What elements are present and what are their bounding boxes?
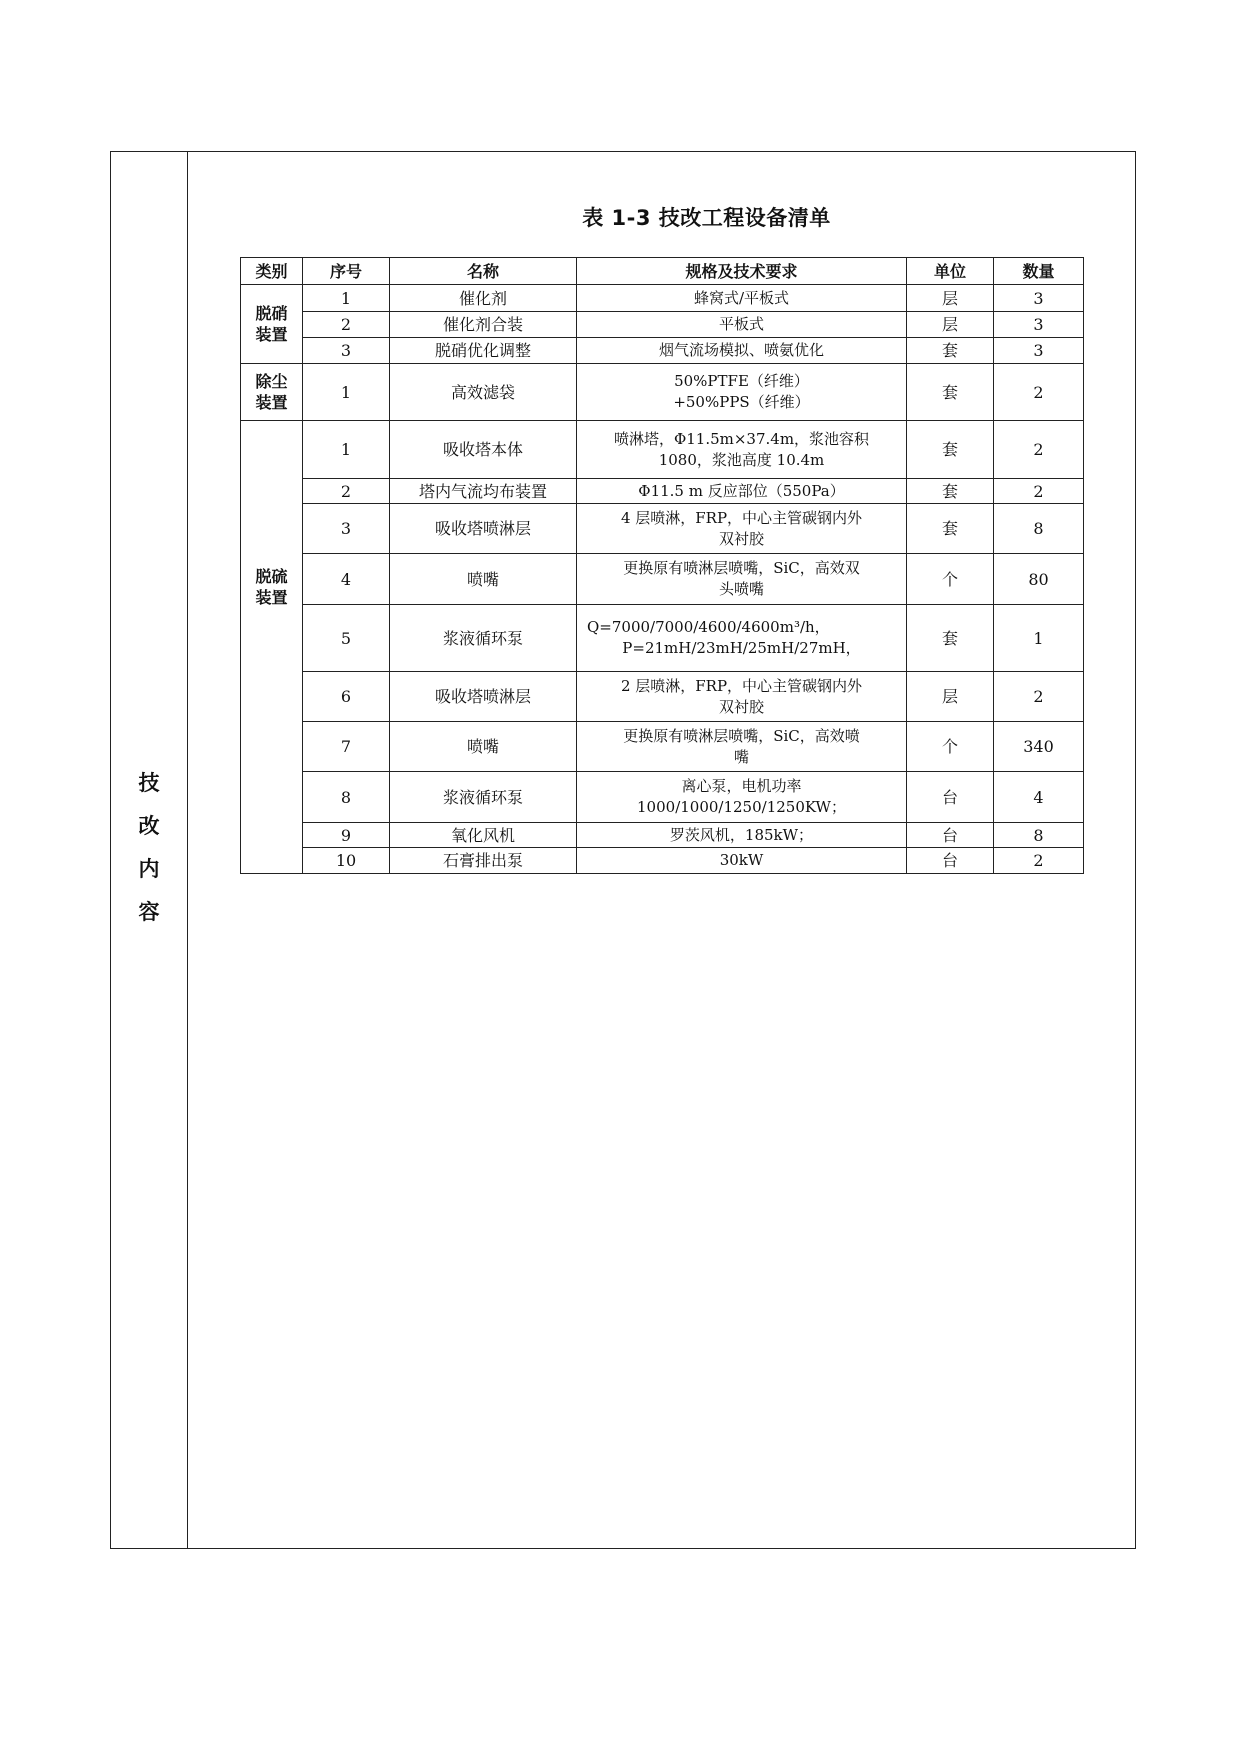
table-row xyxy=(241,285,1084,312)
header-qty: 数量 xyxy=(994,258,1084,285)
qty-cell: 4 xyxy=(994,772,1084,823)
side-column xyxy=(111,152,188,1548)
spec-cell xyxy=(577,722,907,772)
spec-line: 喷淋塔，Φ11.5m×37.4m，浆池容积 xyxy=(613,429,870,448)
seq-cell: 1 xyxy=(303,421,390,479)
spec-line: +50%PPS（纤维） xyxy=(673,393,810,411)
unit-cell: 台 xyxy=(907,848,994,874)
spec-line: 双衬胶 xyxy=(718,697,764,716)
seq-cell: 5 xyxy=(303,605,390,672)
seq-cell: 10 xyxy=(303,848,390,874)
spec-cell xyxy=(577,479,907,504)
qty-cell: 2 xyxy=(994,479,1084,504)
spec-line: 双衬胶 xyxy=(718,529,764,548)
seq-cell: 4 xyxy=(303,554,390,605)
side-label-char: 改 xyxy=(138,814,160,838)
seq-cell: 1 xyxy=(303,364,390,421)
category-line: 脱硫 xyxy=(255,567,288,586)
name-cell: 喷嘴 xyxy=(390,554,577,605)
side-label xyxy=(111,762,187,934)
side-label-char: 容 xyxy=(138,900,160,924)
spec-line: 4 层喷淋，FRP，中心主管碳钢内外 xyxy=(620,508,863,527)
seq-cell: 9 xyxy=(303,823,390,848)
qty-cell: 2 xyxy=(994,848,1084,874)
spec-line: 蜂窝式/平板式 xyxy=(693,288,790,307)
name-cell: 吸收塔喷淋层 xyxy=(390,504,577,554)
spec-line: 烟气流场模拟、喷氨优化 xyxy=(658,341,824,359)
seq-cell: 8 xyxy=(303,772,390,823)
unit-cell: 台 xyxy=(907,823,994,848)
table-row xyxy=(241,772,1084,823)
seq-cell: 2 xyxy=(303,479,390,504)
seq-cell: 2 xyxy=(303,312,390,338)
name-cell: 吸收塔喷淋层 xyxy=(390,672,577,722)
spec-line: 罗茨风机，185kW； xyxy=(669,825,814,844)
category-line: 装置 xyxy=(255,588,288,607)
spec-line: 离心泵，电机功率 xyxy=(681,777,802,795)
table-caption: 表 1-3 技改工程设备清单 xyxy=(582,206,831,230)
spec-cell xyxy=(577,312,907,338)
side-label-char: 内 xyxy=(138,857,160,881)
seq-cell: 3 xyxy=(303,504,390,554)
spec-line: 50%PTFE（纤维） xyxy=(674,372,809,390)
table-row xyxy=(241,722,1084,772)
spec-cell xyxy=(577,554,907,605)
spec-line: 更换原有喷淋层喷嘴，SiC，高效双 xyxy=(623,559,860,577)
spec-cell xyxy=(577,848,907,874)
spec-cell xyxy=(577,364,907,421)
qty-cell: 8 xyxy=(994,504,1084,554)
spec-line: P=21mH/23mH/25mH/27mH， xyxy=(622,639,861,657)
category-cell xyxy=(241,364,303,421)
name-cell: 浆液循环泵 xyxy=(390,772,577,823)
header-spec: 规格及技术要求 xyxy=(577,258,907,285)
table-row xyxy=(241,338,1084,364)
spec-line: 平板式 xyxy=(718,315,764,333)
seq-cell: 7 xyxy=(303,722,390,772)
table-row xyxy=(241,312,1084,338)
spec-cell xyxy=(577,504,907,554)
category-cell xyxy=(241,421,303,874)
spec-cell xyxy=(577,823,907,848)
qty-cell: 2 xyxy=(994,421,1084,479)
table-body xyxy=(241,285,1084,874)
spec-cell xyxy=(577,605,907,672)
unit-cell: 套 xyxy=(907,338,994,364)
table-row xyxy=(241,848,1084,874)
qty-cell: 3 xyxy=(994,285,1084,312)
name-cell: 塔内气流均布装置 xyxy=(390,479,577,504)
category-line: 装置 xyxy=(255,393,288,412)
spec-cell xyxy=(577,338,907,364)
unit-cell: 个 xyxy=(907,722,994,772)
table-row xyxy=(241,364,1084,421)
unit-cell: 个 xyxy=(907,554,994,605)
qty-cell: 8 xyxy=(994,823,1084,848)
qty-cell: 1 xyxy=(994,605,1084,672)
seq-cell: 1 xyxy=(303,285,390,312)
spec-line: Q=7000/7000/4600/4600m³/h， xyxy=(587,618,830,636)
table-row xyxy=(241,504,1084,554)
name-cell: 催化剂合装 xyxy=(390,312,577,338)
spec-cell xyxy=(577,672,907,722)
unit-cell: 层 xyxy=(907,672,994,722)
header-row xyxy=(241,258,1084,285)
name-cell: 脱硝优化调整 xyxy=(390,338,577,364)
name-cell: 浆液循环泵 xyxy=(390,605,577,672)
unit-cell: 层 xyxy=(907,312,994,338)
qty-cell: 2 xyxy=(994,364,1084,421)
table-row xyxy=(241,605,1084,672)
spec-line: Φ11.5 m 反应部位（550Pa） xyxy=(638,481,845,500)
spec-line: 更换原有喷淋层喷嘴，SiC，高效喷 xyxy=(623,726,860,745)
unit-cell: 套 xyxy=(907,364,994,421)
unit-cell: 套 xyxy=(907,479,994,504)
unit-cell: 套 xyxy=(907,421,994,479)
table-row xyxy=(241,421,1084,479)
spec-cell xyxy=(577,421,907,479)
qty-cell: 3 xyxy=(994,312,1084,338)
seq-cell: 6 xyxy=(303,672,390,722)
equipment-table xyxy=(240,257,1084,874)
unit-cell: 台 xyxy=(907,772,994,823)
spec-line: 头喷嘴 xyxy=(718,580,764,598)
category-line: 装置 xyxy=(255,325,288,344)
category-line: 脱硝 xyxy=(255,304,288,323)
header-unit: 单位 xyxy=(907,258,994,285)
name-cell: 吸收塔本体 xyxy=(390,421,577,479)
table-row xyxy=(241,479,1084,504)
table-row xyxy=(241,823,1084,848)
table-row xyxy=(241,554,1084,605)
name-cell: 喷嘴 xyxy=(390,722,577,772)
spec-line: 1080，浆池高度 10.4m xyxy=(658,450,825,469)
category-line: 除尘 xyxy=(255,372,288,391)
side-label-char: 技 xyxy=(138,771,160,795)
unit-cell: 层 xyxy=(907,285,994,312)
qty-cell: 340 xyxy=(994,722,1084,772)
qty-cell: 2 xyxy=(994,672,1084,722)
unit-cell: 套 xyxy=(907,605,994,672)
unit-cell: 套 xyxy=(907,504,994,554)
name-cell: 石膏排出泵 xyxy=(390,848,577,874)
spec-line: 30kW xyxy=(719,851,764,869)
qty-cell: 3 xyxy=(994,338,1084,364)
qty-cell: 80 xyxy=(994,554,1084,605)
name-cell: 氧化风机 xyxy=(390,823,577,848)
spec-cell xyxy=(577,772,907,823)
header-seq: 序号 xyxy=(303,258,390,285)
seq-cell: 3 xyxy=(303,338,390,364)
spec-cell xyxy=(577,285,907,312)
header-category: 类别 xyxy=(241,258,303,285)
name-cell: 催化剂 xyxy=(390,285,577,312)
table-row xyxy=(241,672,1084,722)
spec-line: 1000/1000/1250/1250KW； xyxy=(637,798,846,816)
spec-line: 嘴 xyxy=(733,747,749,766)
spec-line: 2 层喷淋，FRP，中心主管碳钢内外 xyxy=(620,676,863,695)
category-cell xyxy=(241,285,303,364)
name-cell: 高效滤袋 xyxy=(390,364,577,421)
header-name: 名称 xyxy=(390,258,577,285)
